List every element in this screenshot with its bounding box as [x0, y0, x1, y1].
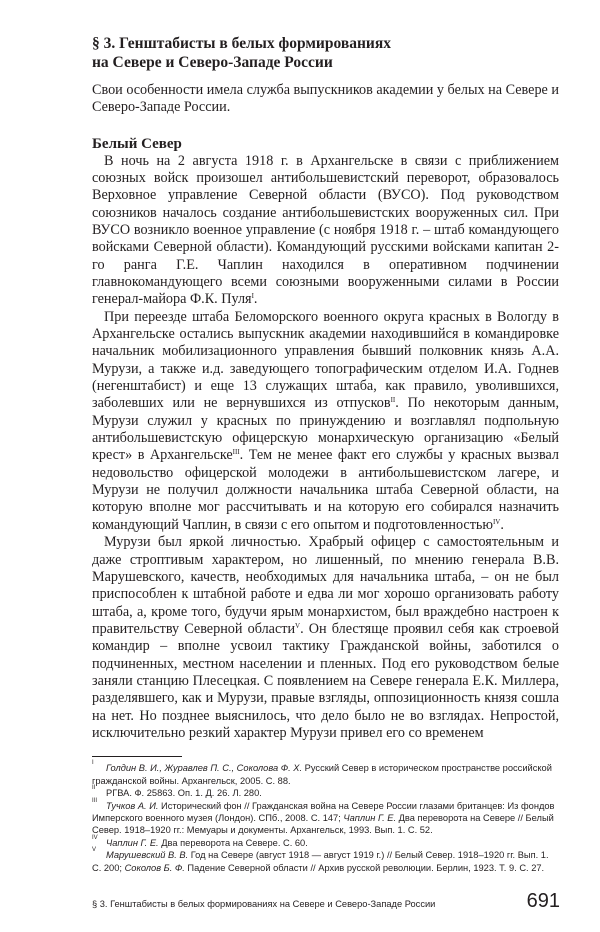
section-title [92, 34, 559, 72]
footnote [92, 762, 559, 787]
footnote-author: Марушевский В. В. [106, 850, 189, 861]
text: . Он блестяще проявил себя как строевой командир – вполне усвоил тактику Гражданской войны, заботился о подчиненных, местном населении и пленных. Под его руководством белые заняли станцию Плесецкая. С появлением на Севере генерала Е.К. Миллера, разделявшего, как и Мурузи, правые взгляды, оппозиционность князя сошла на нет. Но позднее выяснилось, что дело было не во взглядах. Непростой, исключительно резкий характер Мурузи привел его со временем [92, 620, 559, 741]
footnote-author: Голдин В. И., Журавлев П. С., Соколова Ф. Х. [106, 763, 303, 774]
footnote [92, 834, 559, 849]
text: . [253, 291, 258, 308]
paragraph [92, 153, 559, 309]
footnotes [92, 762, 559, 874]
text: . По некоторым данным, Мурузи служил у красных по принуждению и возглавлял подпольную антибольшевистскую офицерскую монархическую организацию «Белый крест» в Архангельске [92, 395, 559, 464]
text: При переезде штаба Беломорского военного округа красных в Вологду в Архангельске остались выпускник академии находившийся в командировке начальник мобилизационного управления бывший полковник князь А.А. Мурузи, а также и.д. заведующего топографическим отделом И.А. Годнев (негенштабист) и еще 13 служащих штаба, как правило, уволившихся, заболевших или не вернувшихся из отпусков [92, 308, 559, 412]
footnote-text: Исторический фон // Гражданская война на Севере России глазами британцев: Из фондов Имперского военного музея (Лондон). СПб., 2008. С. 147; [92, 800, 555, 823]
subheading: Белый Север [92, 135, 182, 152]
footnote [92, 787, 559, 799]
footnote [92, 849, 559, 874]
footnote-text: РГВА. Ф. 25863. Оп. 1. Д. 26. Л. 280. [106, 788, 262, 799]
text: Мурузи был яркой личностью. Храбрый офицер с самостоятельным и даже строптивым характером, но лишенный, по мнению генерала В.В. Марушевского, качеств, необходимых для начальника штаба, – он не был приспособлен к штабной работе и едва ли мог хорошо организовать работу штаба, а, кроме того, будучи ярым монархистом, был враждебно настроен к правительству Северной области [92, 534, 559, 637]
footnote-text: Русский Север в историческом пространстве российской гражданской войны. Архангельск, 2005. С. 88. [92, 763, 552, 786]
text: . [500, 516, 504, 533]
footnote-author: Соколов Б. Ф. [124, 862, 185, 873]
text: . Тем не менее факт его службы у красных вызвал недовольство офицерской молодежи в антибольшевистском лагере, и Мурузи не получил должности начальника штаба Северной области, на которую вполне мог рассчитывать и на которую его собирался назначить командующий Чаплин, в связи с его опытом и подготовленностью [92, 447, 559, 533]
footnote-number: V [92, 847, 97, 854]
footnote-author: Тучков А. И. [106, 800, 159, 811]
intro-paragraph: Свои особенности имела служба выпускников академии у белых на Севере и Северо-Западе России. [92, 82, 559, 116]
paragraph [92, 534, 559, 742]
page-footer [92, 874, 559, 912]
paragraph [92, 309, 559, 534]
footnote-number: II [92, 785, 96, 792]
footnote-text: Год на Севере (август 1918 — август 1919 г.) // Белый Север. 1918–1920 гг. Вып. 1. С. 200; [92, 850, 549, 873]
footnote-ref[interactable]: IV [492, 517, 501, 526]
page-number: 691 [526, 889, 560, 912]
text: В ночь на 2 августа 1918 г. в Архангельске в связи с приближением союзных войск произошел антибольшевистский переворот, образовалось Верховное управление Северной области (ВУСО). Под руководством союзников началось создание антибольшевистских вооруженных сил. При ВУСО возникло военное управление (с ноября 1918 г. – штаб командующего войсками Северной области). Командующий русскими войсками капитан 2-го ранга Г.Е. Чаплин находился в оперативном подчинении главнокомандующего всеми союзными вооруженными силами в России генерал-майора Ф.К. Пуля [92, 152, 559, 308]
footnote [92, 797, 559, 837]
section-title-line: на Севере и Северо-Западе России [92, 54, 333, 71]
running-footer: § 3. Генштабисты в белых формированиях на Севере и Северо-Западе России [92, 898, 436, 909]
footnote-author: Чаплин Г. Е. [343, 812, 397, 823]
footnote-ref[interactable]: V [295, 621, 301, 630]
body-text [92, 153, 559, 743]
footnote-text: Два переворота на Севере. С. 60. [158, 837, 308, 848]
page [92, 0, 559, 932]
footnote-ref[interactable]: II [390, 396, 396, 405]
footnote-number: I [92, 760, 94, 767]
footnote-ref[interactable]: I [251, 292, 254, 301]
footnote-text: Падение Северной области // Архив русской революции. Берлин, 1923. Т. 9. С. 27. [184, 862, 545, 873]
footnote-number: IV [92, 834, 98, 841]
footnote-ref[interactable]: III [232, 448, 240, 457]
footnote-divider [92, 756, 182, 757]
section-title-line: § 3. Генштабисты в белых формированиях [92, 35, 391, 52]
footnote-number: III [92, 797, 98, 804]
footnote-text: Два переворота на Севере // Белый Север. 1918–1920 гг.: Мемуары и документы. Архангельск, 1993. Вып. 1. С. 52. [92, 812, 554, 836]
footnote-author: Чаплин Г. Е. [106, 837, 159, 848]
